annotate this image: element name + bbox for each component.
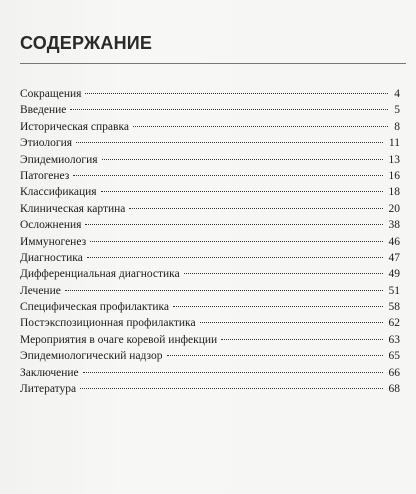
toc-entry-title: Сокращения — [20, 88, 82, 100]
toc-entry-title: Осложнения — [20, 219, 82, 232]
toc-entry — [20, 135, 400, 151]
toc-entry-title: Постэкспозиционная профилактика — [20, 317, 196, 330]
toc-entry — [20, 152, 400, 168]
toc-entry-title: Мероприятия в очаге коревой инфекции — [20, 333, 218, 346]
dot-leader — [80, 388, 382, 389]
toc-entry-page: 20 — [388, 202, 400, 215]
toc-entry-page: 63 — [388, 333, 400, 346]
dot-leader — [90, 241, 382, 242]
toc-entry-title: Клиническая картина — [20, 202, 126, 215]
toc-entry-title: Дифференциальная диагностика — [20, 268, 180, 281]
toc-entry-title: Литература — [20, 383, 77, 396]
toc-entry-title: Диагностика — [20, 251, 83, 264]
toc-entry-page: 58 — [388, 301, 400, 314]
toc-entry-page: 49 — [388, 268, 400, 281]
toc-entry — [20, 201, 400, 217]
toc-entry — [20, 381, 400, 397]
toc-entry — [20, 102, 400, 118]
toc-entry — [20, 299, 400, 315]
dot-leader — [184, 273, 383, 274]
toc-entry-page: 62 — [388, 317, 400, 330]
dot-leader — [173, 306, 382, 307]
toc-entry-title: Лечение — [20, 284, 61, 297]
dot-leader — [221, 339, 382, 340]
toc-entry-title: Историческая справка — [20, 120, 129, 133]
dot-leader — [167, 355, 383, 356]
dot-leader — [83, 372, 383, 373]
dot-leader — [73, 175, 382, 176]
toc-entry-page: 5 — [394, 104, 400, 117]
toc-entry-page: 68 — [388, 383, 400, 396]
toc-entry — [20, 119, 400, 135]
dot-leader — [65, 290, 383, 291]
toc-entry-title: Специфическая профилактика — [20, 301, 170, 314]
dot-leader — [101, 191, 383, 192]
toc-entry-page: 11 — [388, 137, 400, 150]
toc-entry-page: 4 — [394, 88, 400, 100]
toc-entry-page: 51 — [388, 284, 400, 297]
dot-leader — [85, 93, 388, 94]
toc-entry-title: Классификация — [20, 186, 97, 199]
toc-entry-page: 46 — [388, 235, 400, 248]
toc-entry — [20, 266, 400, 282]
dot-leader — [133, 126, 388, 127]
toc-entry-page: 65 — [388, 350, 400, 363]
toc-entry-page: 47 — [388, 251, 400, 264]
dot-leader — [200, 322, 383, 323]
toc-entry — [20, 315, 400, 331]
toc-entry-title: Этиология — [20, 137, 73, 150]
toc-entry-page: 16 — [388, 169, 400, 182]
toc-entry — [20, 168, 400, 184]
toc-entry-title: Иммуногенез — [20, 235, 87, 248]
toc-entry-title: Патогенез — [20, 169, 70, 182]
toc-entry — [20, 217, 400, 233]
toc-entry — [20, 283, 400, 299]
toc-entry-title: Эпидемиология — [20, 153, 98, 166]
dot-leader — [85, 224, 382, 225]
toc-entry — [20, 365, 400, 381]
toc-entry — [20, 332, 400, 348]
toc-entry — [20, 348, 400, 364]
toc-entry-title: Заключение — [20, 366, 79, 379]
page-title: СОДЕРЖАНИЕ — [20, 33, 153, 53]
title-divider — [20, 63, 406, 64]
dot-leader — [87, 257, 383, 258]
toc-entry-page: 18 — [388, 186, 400, 199]
toc-entry-page: 66 — [388, 366, 400, 379]
table-of-contents — [20, 86, 400, 397]
dot-leader — [129, 208, 382, 209]
toc-entry — [20, 250, 400, 266]
toc-entry-title: Введение — [20, 104, 67, 117]
toc-entry-title: Эпидемиологический надзор — [20, 350, 163, 363]
toc-entry — [20, 184, 400, 200]
dot-leader — [102, 159, 383, 160]
toc-entry-page: 8 — [394, 120, 400, 133]
toc-entry — [20, 86, 400, 102]
toc-entry — [20, 234, 400, 250]
toc-entry-page: 38 — [388, 219, 400, 232]
dot-leader — [76, 142, 383, 143]
dot-leader — [70, 109, 388, 110]
toc-entry-page: 13 — [388, 153, 400, 166]
